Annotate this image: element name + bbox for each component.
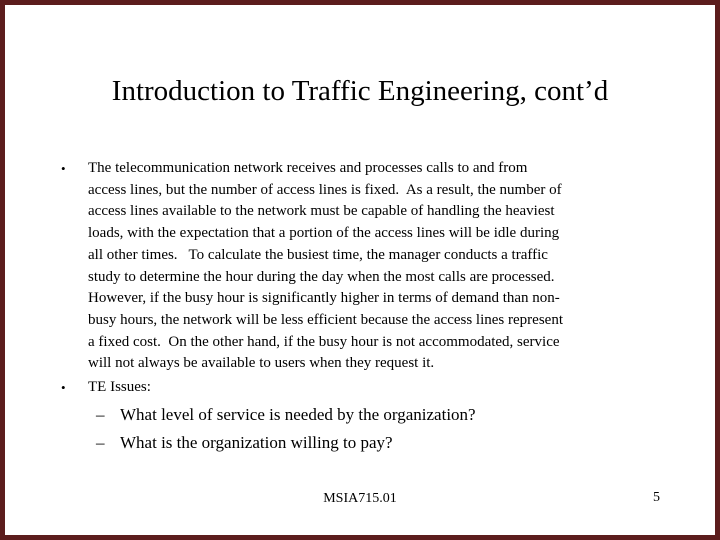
dash-icon: – [96, 433, 105, 452]
paragraph-line: study to determine the hour during the day when the most calls are processed. [88, 268, 555, 285]
sub-bullet-text: What level of service is needed by the organization? [120, 405, 476, 424]
body-paragraph [88, 158, 563, 375]
paragraph-line: busy hours, the network will be less efficient because the access lines represent [88, 311, 563, 328]
slide-title: Introduction to Traffic Engineering, cont’d [111, 75, 609, 107]
paragraph-line: a fixed cost. On the other hand, if the busy hour is not accommodated, service [88, 333, 560, 350]
footer-course-code: MSIA715.01 [323, 491, 397, 506]
paragraph-line: loads, with the expectation that a portion of the access lines will be idle during [88, 225, 560, 242]
sub-bullet-text: What is the organization willing to pay? [120, 433, 393, 452]
sub-bullet-item [96, 401, 476, 429]
paragraph-line: will not always be available to users when they request it. [88, 355, 435, 372]
paragraph-line: The telecommunication network receives and processes calls to and from [88, 160, 528, 176]
sub-bullet-list [96, 401, 476, 457]
paragraph-line: all other times. To calculate the busiest time, the manager conducts a traffic [88, 246, 548, 263]
bullet-icon: • [61, 380, 66, 395]
paragraph-line: access lines, but the number of access lines is fixed. As a result, the number of [88, 181, 562, 198]
paragraph-line: access lines available to the network must be capable of handling the heaviest [88, 203, 555, 220]
bullet-icon: • [61, 161, 66, 176]
page-number-label: 5 [653, 490, 660, 505]
paragraph-line: However, if the busy hour is significantly higher in terms of demand than non- [88, 290, 560, 307]
sub-bullet-item [96, 429, 476, 457]
dash-icon: – [96, 405, 105, 424]
te-issues-label: TE Issues: [88, 379, 151, 395]
